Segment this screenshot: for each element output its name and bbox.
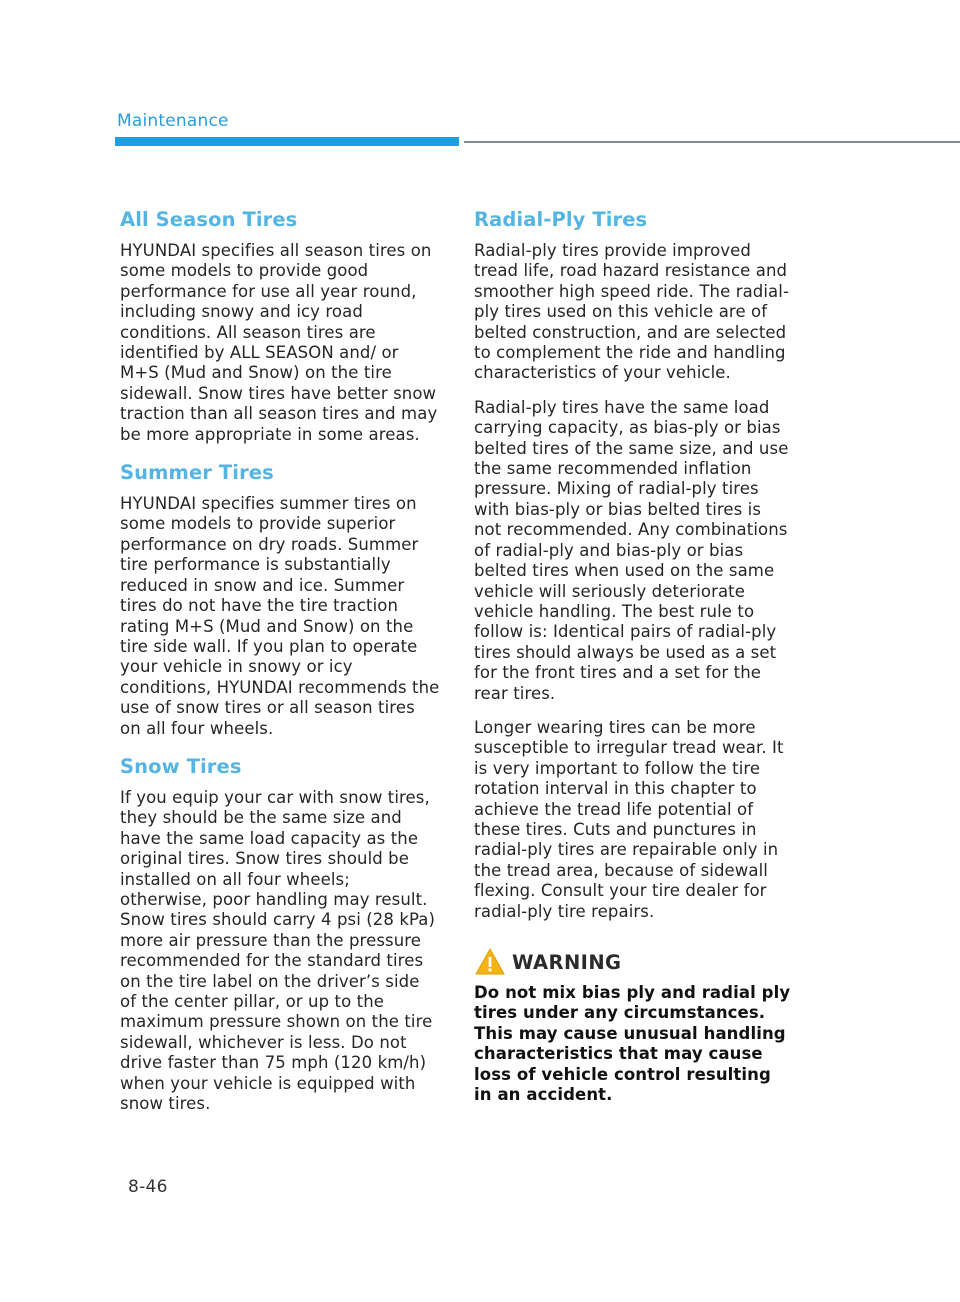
warning-box <box>474 947 792 1105</box>
section-paragraph: Radial-ply tires provide improved tread life, road hazard resistance and smoother high speed ride. The radial-ply tires used on this vehicle are of belted construction, and are selected to complement the ride and handling characteristics of your vehicle. <box>474 241 789 383</box>
header-accent-bar <box>115 137 459 146</box>
section-paragraph: Radial-ply tires have the same load carrying capacity, as bias-ply or bias belted tires of the same size, and use the same recommended inflation pressure. Mixing of radial-ply tires with bias-ply or bias belted tires is not recommended. Any combinations of radial-ply and bias-ply or bias belted tires when used on the same vehicle will seriously deteriorate vehicle handling. The best rule to follow is: Identical pairs of radial-ply tires should always be used as a set for the front tires and a set for the rear tires. <box>474 397 789 703</box>
section-paragraph: Longer wearing tires can be more susceptible to irregular tread wear. It is very important to follow the tire rotation interval in this chapter to achieve the tread life potential of these tires. Cuts and punctures in radial-ply tires are repairable only in the tread area, because of sidewall flexing. Consult your tire dealer for radial-ply tire repairs. <box>474 717 784 921</box>
section-paragraph: HYUNDAI specifies all season tires on some models to provide good performance for use all year round, including snowy and icy road conditions. All season tires are identified by ALL SEASON and/ or M+S (Mud and Snow) on the tire sidewall. Snow tires have better snow traction than all season tires and may be more appropriate in some areas. <box>120 241 438 444</box>
warning-triangle-icon <box>474 946 506 978</box>
warning-header <box>474 947 792 977</box>
section-paragraph: If you equip your car with snow tires, they should be the same size and have the same load capacity as the original tires. Snow tires should be installed on all four wheels; otherwise, poor handling may result. Snow tires should carry 4 psi (28 kPa) more air pressure than the pressure recommended for the standard tires on the tire label on the driver’s side of the center pillar, or up to the maximum pressure shown on the tire sidewall, whichever is less. Do not drive faster than 75 mph (120 km/h) when your vehicle is equipped with snow tires. <box>120 787 436 1114</box>
section-paragraph: HYUNDAI specifies summer tires on some models to provide superior performance on dry roads. Summer tire performance is substantially reduced in snow and ice. Summer tires do not have the tire traction rating M+S (Mud and Snow) on the tire side wall. If you plan to operate your vehicle in snowy or icy conditions, HYUNDAI recommends the use of snow tires or all season tires on all four wheels. <box>120 494 440 738</box>
right-column <box>474 206 792 1105</box>
page-number: 8-46 <box>128 1177 168 1197</box>
page-section-title: Maintenance <box>117 111 229 131</box>
warning-text: Do not mix bias ply and radial ply tires under any circumstances. This may cause unusual handling characteristics that may cause loss of vehicle control resulting in an accident. <box>474 983 791 1105</box>
section-heading: Summer Tires <box>120 461 274 485</box>
section-radial-ply-tires <box>474 206 792 922</box>
section-heading: Radial-Ply Tires <box>474 208 648 231</box>
section-all-season-tires <box>120 206 440 445</box>
section-heading: Snow Tires <box>120 754 242 778</box>
section-heading: All Season Tires <box>120 208 298 231</box>
header-divider-line <box>464 141 960 143</box>
section-snow-tires <box>120 753 440 1115</box>
warning-title: WARNING <box>512 950 622 974</box>
left-column <box>120 206 440 1128</box>
section-summer-tires <box>120 459 440 739</box>
